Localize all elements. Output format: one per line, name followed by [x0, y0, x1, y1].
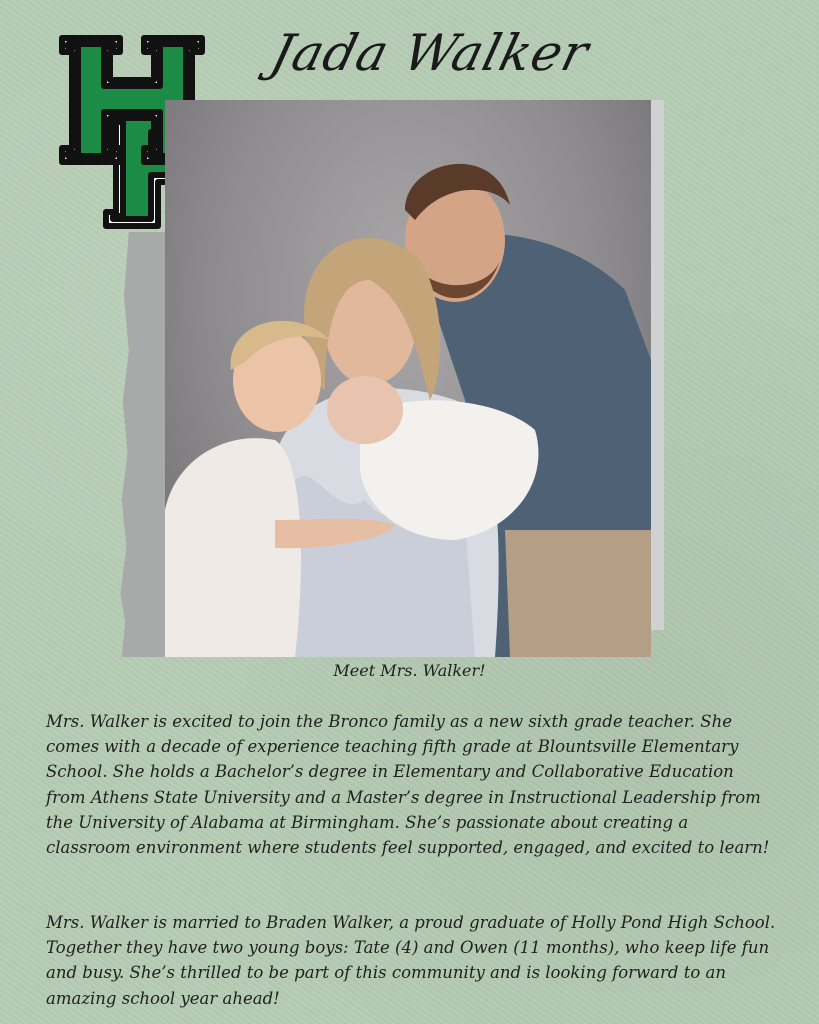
- bio-paragraph-1: Mrs. Walker is excited to join the Bronco family as a new sixth grade teacher. She comes with a decade of experience teaching fifth grade at Blountsville Elementary School. She holds a Bachelor’s degree in Elementary and Collaborative Education from Athens State University and a Master’s degree in Instructional Leadership from the University of Alabama at Birmingham. She’s passionate about creating a classroom environment where students feel supported, engaged, and excited to learn!: [46, 712, 770, 858]
- family-photo-illustration: [165, 100, 651, 657]
- bio-paragraph-2: Mrs. Walker is married to Braden Walker, a proud graduate of Holly Pond High School. Together they have two young boys: Tate (4) and Owen (11 months), who keep life fun and busy. She’s thrilled to be part of this community and is looking forward to an amazing school year ahead!: [46, 913, 776, 1008]
- family-photo: [165, 100, 651, 657]
- photo-caption: Meet Mrs. Walker!: [333, 661, 486, 680]
- signature: Jada Walker: [265, 24, 595, 82]
